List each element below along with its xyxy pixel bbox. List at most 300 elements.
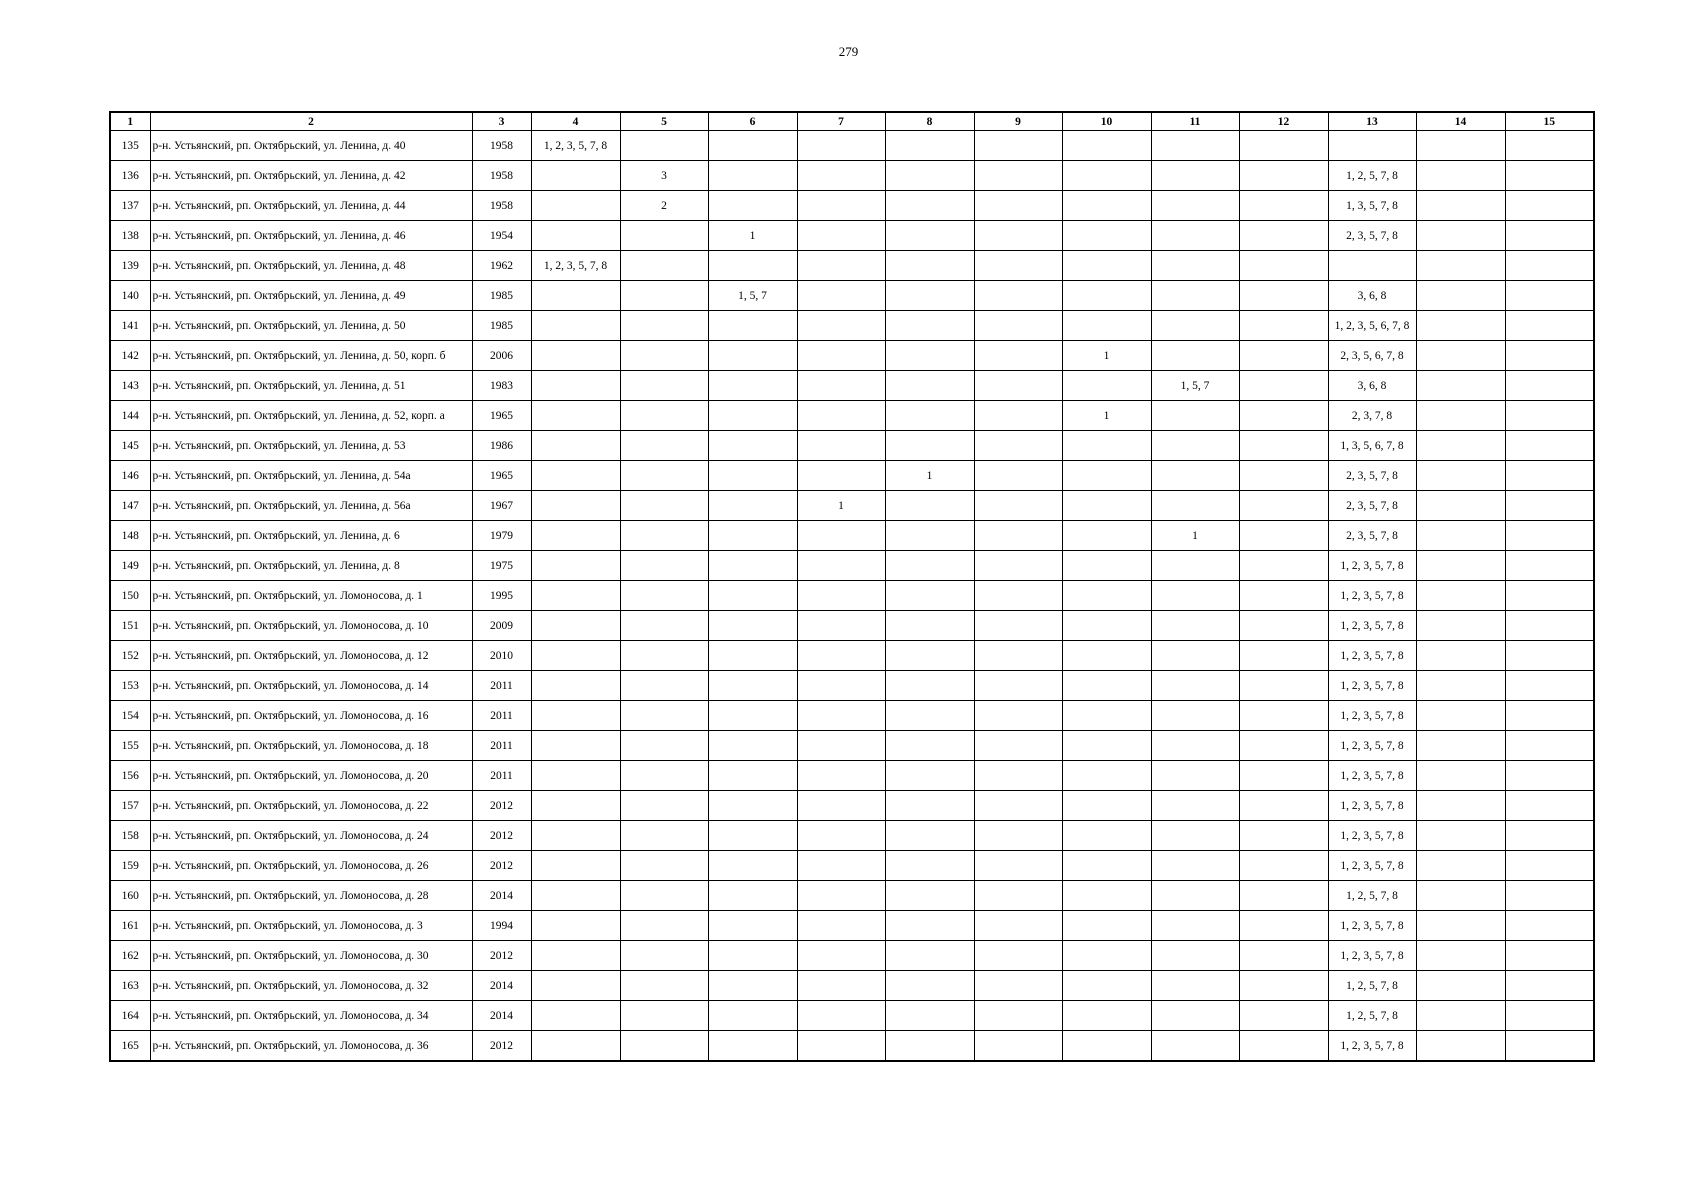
cell-col-11 (1151, 431, 1239, 461)
row-number: 142 (110, 341, 150, 371)
cell-col-6: 1 (708, 221, 797, 251)
table-row (110, 281, 1594, 311)
cell-col-8 (885, 761, 974, 791)
cell-col-6 (708, 341, 797, 371)
cell-col-15 (1505, 941, 1594, 971)
cell-col-6 (708, 191, 797, 221)
table-row (110, 191, 1594, 221)
address-cell: р-н. Устьянский, рп. Октябрьский, ул. Ломоносова, д. 32 (150, 971, 472, 1001)
cell-col-4 (531, 371, 620, 401)
cell-col-13: 1, 2, 3, 5, 7, 8 (1328, 611, 1416, 641)
row-number: 152 (110, 641, 150, 671)
cell-col-14 (1416, 371, 1505, 401)
cell-col-4 (531, 1001, 620, 1031)
cell-col-15 (1505, 341, 1594, 371)
cell-col-15 (1505, 131, 1594, 161)
cell-col-5 (620, 851, 708, 881)
cell-col-6 (708, 461, 797, 491)
cell-col-9 (974, 821, 1062, 851)
cell-col-13: 1, 2, 5, 7, 8 (1328, 971, 1416, 1001)
table-header-row (110, 112, 1594, 131)
cell-col-11 (1151, 191, 1239, 221)
cell-col-13: 1, 2, 3, 5, 7, 8 (1328, 551, 1416, 581)
address-cell: р-н. Устьянский, рп. Октябрьский, ул. Ленина, д. 56а (150, 491, 472, 521)
cell-col-13 (1328, 131, 1416, 161)
cell-col-5 (620, 791, 708, 821)
cell-col-4 (531, 911, 620, 941)
cell-col-5 (620, 251, 708, 281)
cell-col-12 (1239, 431, 1328, 461)
cell-col-5 (620, 911, 708, 941)
cell-col-5 (620, 491, 708, 521)
cell-col-12 (1239, 581, 1328, 611)
address-cell: р-н. Устьянский, рп. Октябрьский, ул. Ленина, д. 48 (150, 251, 472, 281)
cell-col-4 (531, 761, 620, 791)
cell-col-10 (1062, 461, 1151, 491)
cell-col-6 (708, 671, 797, 701)
cell-col-7 (797, 731, 885, 761)
cell-col-15 (1505, 401, 1594, 431)
year-cell: 2011 (472, 671, 531, 701)
year-cell: 2012 (472, 791, 531, 821)
cell-col-4 (531, 161, 620, 191)
cell-col-11 (1151, 221, 1239, 251)
cell-col-9 (974, 791, 1062, 821)
cell-col-4 (531, 791, 620, 821)
cell-col-5: 2 (620, 191, 708, 221)
year-cell: 2014 (472, 881, 531, 911)
cell-col-10 (1062, 1031, 1151, 1062)
cell-col-7 (797, 911, 885, 941)
cell-col-9 (974, 491, 1062, 521)
cell-col-8 (885, 311, 974, 341)
housing-registry-table (109, 111, 1595, 1062)
row-number: 156 (110, 761, 150, 791)
cell-col-13: 2, 3, 5, 7, 8 (1328, 461, 1416, 491)
cell-col-7 (797, 671, 885, 701)
year-cell: 2014 (472, 971, 531, 1001)
column-header-5: 5 (620, 112, 708, 131)
cell-col-12 (1239, 221, 1328, 251)
year-cell: 1962 (472, 251, 531, 281)
cell-col-6 (708, 641, 797, 671)
row-number: 140 (110, 281, 150, 311)
row-number: 151 (110, 611, 150, 641)
year-cell: 2012 (472, 821, 531, 851)
cell-col-5 (620, 701, 708, 731)
cell-col-10: 1 (1062, 401, 1151, 431)
table-row (110, 161, 1594, 191)
cell-col-5 (620, 431, 708, 461)
cell-col-13: 1, 2, 3, 5, 7, 8 (1328, 701, 1416, 731)
cell-col-7 (797, 281, 885, 311)
cell-col-7 (797, 791, 885, 821)
cell-col-6 (708, 971, 797, 1001)
address-cell: р-н. Устьянский, рп. Октябрьский, ул. Ломоносова, д. 10 (150, 611, 472, 641)
cell-col-15 (1505, 461, 1594, 491)
cell-col-4 (531, 1031, 620, 1062)
cell-col-14 (1416, 431, 1505, 461)
cell-col-5 (620, 821, 708, 851)
cell-col-15 (1505, 881, 1594, 911)
cell-col-8 (885, 911, 974, 941)
cell-col-7 (797, 371, 885, 401)
cell-col-11 (1151, 731, 1239, 761)
cell-col-4 (531, 461, 620, 491)
cell-col-8 (885, 551, 974, 581)
cell-col-9 (974, 161, 1062, 191)
cell-col-7 (797, 1031, 885, 1062)
cell-col-11 (1151, 401, 1239, 431)
cell-col-10 (1062, 281, 1151, 311)
cell-col-12 (1239, 251, 1328, 281)
row-number: 163 (110, 971, 150, 1001)
cell-col-11 (1151, 641, 1239, 671)
cell-col-4 (531, 881, 620, 911)
cell-col-8 (885, 161, 974, 191)
cell-col-12 (1239, 401, 1328, 431)
cell-col-7 (797, 221, 885, 251)
row-number: 155 (110, 731, 150, 761)
cell-col-13: 1, 2, 3, 5, 7, 8 (1328, 1031, 1416, 1062)
cell-col-13: 1, 2, 3, 5, 7, 8 (1328, 581, 1416, 611)
cell-col-9 (974, 221, 1062, 251)
cell-col-5 (620, 131, 708, 161)
cell-col-6 (708, 851, 797, 881)
year-cell: 2012 (472, 1031, 531, 1062)
table-row (110, 131, 1594, 161)
address-cell: р-н. Устьянский, рп. Октябрьский, ул. Ленина, д. 46 (150, 221, 472, 251)
cell-col-9 (974, 311, 1062, 341)
cell-col-6 (708, 161, 797, 191)
cell-col-11 (1151, 551, 1239, 581)
year-cell: 2009 (472, 611, 531, 641)
row-number: 136 (110, 161, 150, 191)
column-header-14: 14 (1416, 112, 1505, 131)
cell-col-9 (974, 401, 1062, 431)
cell-col-7 (797, 1001, 885, 1031)
cell-col-11 (1151, 701, 1239, 731)
address-cell: р-н. Устьянский, рп. Октябрьский, ул. Ленина, д. 44 (150, 191, 472, 221)
cell-col-5 (620, 341, 708, 371)
cell-col-9 (974, 731, 1062, 761)
year-cell: 1975 (472, 551, 531, 581)
cell-col-15 (1505, 581, 1594, 611)
table-row (110, 851, 1594, 881)
table-row (110, 401, 1594, 431)
column-header-4: 4 (531, 112, 620, 131)
cell-col-10 (1062, 761, 1151, 791)
cell-col-4 (531, 551, 620, 581)
cell-col-10 (1062, 221, 1151, 251)
cell-col-5 (620, 761, 708, 791)
cell-col-4 (531, 311, 620, 341)
address-cell: р-н. Устьянский, рп. Октябрьский, ул. Ленина, д. 53 (150, 431, 472, 461)
cell-col-9 (974, 431, 1062, 461)
year-cell: 1979 (472, 521, 531, 551)
cell-col-8 (885, 401, 974, 431)
cell-col-10 (1062, 731, 1151, 761)
year-cell: 1965 (472, 401, 531, 431)
cell-col-15 (1505, 611, 1594, 641)
cell-col-4 (531, 731, 620, 761)
cell-col-14 (1416, 701, 1505, 731)
year-cell: 1983 (472, 371, 531, 401)
address-cell: р-н. Устьянский, рп. Октябрьский, ул. Ленина, д. 52, корп. а (150, 401, 472, 431)
row-number: 143 (110, 371, 150, 401)
address-cell: р-н. Устьянский, рп. Октябрьский, ул. Ломоносова, д. 24 (150, 821, 472, 851)
cell-col-9 (974, 761, 1062, 791)
cell-col-9 (974, 581, 1062, 611)
cell-col-15 (1505, 1031, 1594, 1062)
cell-col-8 (885, 671, 974, 701)
cell-col-13: 1, 3, 5, 7, 8 (1328, 191, 1416, 221)
cell-col-7 (797, 311, 885, 341)
cell-col-14 (1416, 641, 1505, 671)
cell-col-11 (1151, 611, 1239, 641)
cell-col-5 (620, 611, 708, 641)
cell-col-15 (1505, 821, 1594, 851)
address-cell: р-н. Устьянский, рп. Октябрьский, ул. Ломоносова, д. 3 (150, 911, 472, 941)
cell-col-10 (1062, 371, 1151, 401)
cell-col-10 (1062, 251, 1151, 281)
cell-col-11 (1151, 851, 1239, 881)
cell-col-9 (974, 281, 1062, 311)
cell-col-13: 1, 3, 5, 6, 7, 8 (1328, 431, 1416, 461)
cell-col-12 (1239, 911, 1328, 941)
cell-col-11 (1151, 281, 1239, 311)
cell-col-7 (797, 521, 885, 551)
cell-col-8 (885, 881, 974, 911)
row-number: 153 (110, 671, 150, 701)
cell-col-14 (1416, 941, 1505, 971)
address-cell: р-н. Устьянский, рп. Октябрьский, ул. Ломоносова, д. 20 (150, 761, 472, 791)
cell-col-11 (1151, 821, 1239, 851)
cell-col-8 (885, 731, 974, 761)
cell-col-4 (531, 701, 620, 731)
address-cell: р-н. Устьянский, рп. Октябрьский, ул. Ломоносова, д. 14 (150, 671, 472, 701)
cell-col-11 (1151, 1031, 1239, 1062)
cell-col-11 (1151, 581, 1239, 611)
cell-col-6 (708, 761, 797, 791)
cell-col-14 (1416, 731, 1505, 761)
cell-col-12 (1239, 851, 1328, 881)
table-row (110, 581, 1594, 611)
year-cell: 1995 (472, 581, 531, 611)
cell-col-8 (885, 851, 974, 881)
row-number: 139 (110, 251, 150, 281)
address-cell: р-н. Устьянский, рп. Октябрьский, ул. Ломоносова, д. 18 (150, 731, 472, 761)
cell-col-6: 1, 5, 7 (708, 281, 797, 311)
cell-col-10 (1062, 881, 1151, 911)
table-row (110, 551, 1594, 581)
cell-col-4 (531, 821, 620, 851)
row-number: 165 (110, 1031, 150, 1062)
column-header-9: 9 (974, 112, 1062, 131)
year-cell: 1954 (472, 221, 531, 251)
year-cell: 2010 (472, 641, 531, 671)
column-header-13: 13 (1328, 112, 1416, 131)
table-row (110, 371, 1594, 401)
cell-col-11 (1151, 491, 1239, 521)
cell-col-10 (1062, 701, 1151, 731)
cell-col-9 (974, 1001, 1062, 1031)
cell-col-11 (1151, 941, 1239, 971)
cell-col-5 (620, 641, 708, 671)
cell-col-6 (708, 401, 797, 431)
cell-col-7 (797, 941, 885, 971)
cell-col-13: 1, 2, 5, 7, 8 (1328, 881, 1416, 911)
cell-col-10 (1062, 851, 1151, 881)
year-cell: 1985 (472, 281, 531, 311)
column-header-1: 1 (110, 112, 150, 131)
row-number: 161 (110, 911, 150, 941)
table-row (110, 461, 1594, 491)
cell-col-15 (1505, 281, 1594, 311)
table-row (110, 251, 1594, 281)
cell-col-7 (797, 131, 885, 161)
cell-col-6 (708, 611, 797, 641)
cell-col-13: 1, 2, 3, 5, 6, 7, 8 (1328, 311, 1416, 341)
column-header-7: 7 (797, 112, 885, 131)
cell-col-12 (1239, 491, 1328, 521)
cell-col-8 (885, 941, 974, 971)
cell-col-4 (531, 671, 620, 701)
cell-col-12 (1239, 461, 1328, 491)
column-header-12: 12 (1239, 112, 1328, 131)
year-cell: 2011 (472, 731, 531, 761)
year-cell: 2012 (472, 851, 531, 881)
cell-col-14 (1416, 221, 1505, 251)
cell-col-11 (1151, 1001, 1239, 1031)
column-header-15: 15 (1505, 112, 1594, 131)
address-cell: р-н. Устьянский, рп. Октябрьский, ул. Ломоносова, д. 26 (150, 851, 472, 881)
row-number: 160 (110, 881, 150, 911)
row-number: 150 (110, 581, 150, 611)
cell-col-6 (708, 941, 797, 971)
cell-col-11 (1151, 461, 1239, 491)
table-row (110, 971, 1594, 1001)
cell-col-12 (1239, 371, 1328, 401)
cell-col-7 (797, 431, 885, 461)
cell-col-6 (708, 311, 797, 341)
cell-col-8 (885, 641, 974, 671)
table-row (110, 821, 1594, 851)
cell-col-12 (1239, 1031, 1328, 1062)
cell-col-7 (797, 821, 885, 851)
cell-col-10 (1062, 821, 1151, 851)
cell-col-8 (885, 251, 974, 281)
cell-col-14 (1416, 251, 1505, 281)
cell-col-7 (797, 341, 885, 371)
column-header-2: 2 (150, 112, 472, 131)
cell-col-8 (885, 1001, 974, 1031)
cell-col-4 (531, 221, 620, 251)
cell-col-12 (1239, 941, 1328, 971)
cell-col-13: 1, 2, 3, 5, 7, 8 (1328, 731, 1416, 761)
year-cell: 1958 (472, 191, 531, 221)
cell-col-14 (1416, 761, 1505, 791)
cell-col-8 (885, 821, 974, 851)
cell-col-12 (1239, 161, 1328, 191)
row-number: 135 (110, 131, 150, 161)
cell-col-11 (1151, 161, 1239, 191)
cell-col-14 (1416, 581, 1505, 611)
row-number: 159 (110, 851, 150, 881)
row-number: 154 (110, 701, 150, 731)
cell-col-13: 2, 3, 5, 7, 8 (1328, 521, 1416, 551)
cell-col-11 (1151, 341, 1239, 371)
cell-col-6 (708, 491, 797, 521)
table-row (110, 911, 1594, 941)
address-cell: р-н. Устьянский, рп. Октябрьский, ул. Ломоносова, д. 1 (150, 581, 472, 611)
cell-col-6 (708, 581, 797, 611)
cell-col-4 (531, 491, 620, 521)
year-cell: 1958 (472, 131, 531, 161)
cell-col-15 (1505, 431, 1594, 461)
cell-col-14 (1416, 281, 1505, 311)
table-row (110, 941, 1594, 971)
row-number: 144 (110, 401, 150, 431)
row-number: 148 (110, 521, 150, 551)
cell-col-14 (1416, 1031, 1505, 1062)
cell-col-14 (1416, 821, 1505, 851)
cell-col-11 (1151, 311, 1239, 341)
cell-col-15 (1505, 1001, 1594, 1031)
cell-col-9 (974, 611, 1062, 641)
address-cell: р-н. Устьянский, рп. Октябрьский, ул. Ломоносова, д. 30 (150, 941, 472, 971)
table-row (110, 1001, 1594, 1031)
cell-col-6 (708, 911, 797, 941)
cell-col-13: 1, 2, 3, 5, 7, 8 (1328, 761, 1416, 791)
cell-col-6 (708, 131, 797, 161)
year-cell: 2014 (472, 1001, 531, 1031)
cell-col-14 (1416, 791, 1505, 821)
cell-col-7 (797, 461, 885, 491)
cell-col-10 (1062, 671, 1151, 701)
table-row (110, 701, 1594, 731)
cell-col-14 (1416, 131, 1505, 161)
cell-col-12 (1239, 281, 1328, 311)
cell-col-9 (974, 131, 1062, 161)
cell-col-7 (797, 701, 885, 731)
cell-col-8 (885, 281, 974, 311)
cell-col-8 (885, 341, 974, 371)
cell-col-13: 1, 2, 5, 7, 8 (1328, 1001, 1416, 1031)
column-header-6: 6 (708, 112, 797, 131)
address-cell: р-н. Устьянский, рп. Октябрьский, ул. Ленина, д. 6 (150, 521, 472, 551)
cell-col-5 (620, 881, 708, 911)
year-cell: 1967 (472, 491, 531, 521)
cell-col-5 (620, 671, 708, 701)
cell-col-9 (974, 251, 1062, 281)
cell-col-4 (531, 611, 620, 641)
cell-col-8 (885, 431, 974, 461)
table-row (110, 221, 1594, 251)
cell-col-14 (1416, 491, 1505, 521)
cell-col-5 (620, 551, 708, 581)
address-cell: р-н. Устьянский, рп. Октябрьский, ул. Ленина, д. 49 (150, 281, 472, 311)
address-cell: р-н. Устьянский, рп. Октябрьский, ул. Ломоносова, д. 28 (150, 881, 472, 911)
cell-col-4 (531, 341, 620, 371)
cell-col-9 (974, 461, 1062, 491)
cell-col-9 (974, 851, 1062, 881)
table-row (110, 341, 1594, 371)
row-number: 141 (110, 311, 150, 341)
cell-col-9 (974, 941, 1062, 971)
cell-col-11 (1151, 971, 1239, 1001)
cell-col-9 (974, 971, 1062, 1001)
